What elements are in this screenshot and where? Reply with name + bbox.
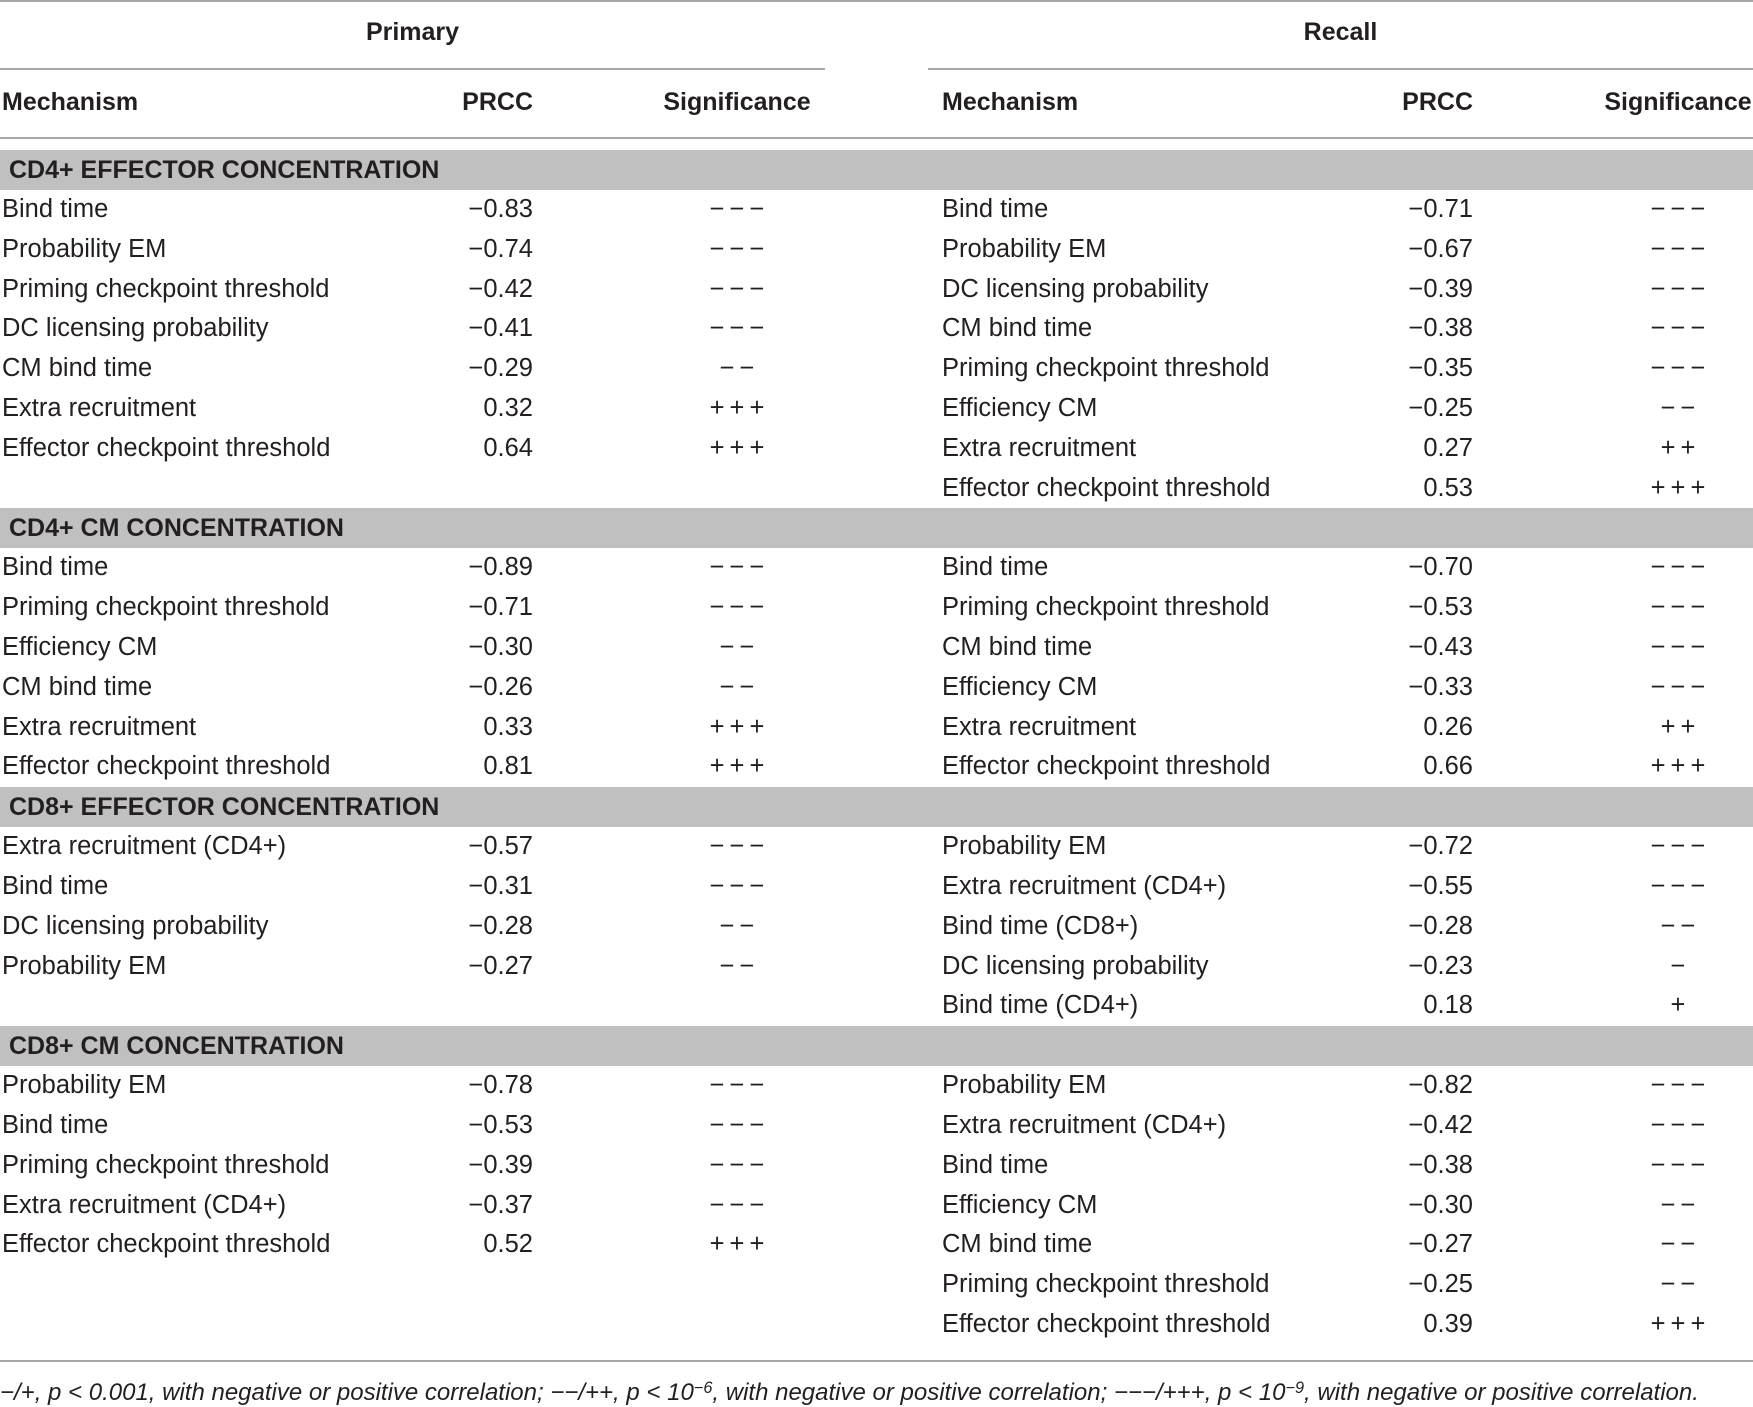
table-row (0, 1225, 1753, 1265)
table-row (0, 827, 1753, 867)
recall-mechanism-cell: Probability EM (942, 234, 1107, 263)
recall-mechanism-cell: Priming checkpoint threshold (942, 354, 1270, 383)
header-rule (0, 137, 1753, 139)
primary-significance-cell: +++ (709, 393, 770, 422)
primary-prcc-cell: −0.39 (468, 1150, 533, 1179)
primary-prcc-cell: −0.29 (468, 354, 533, 383)
recall-mechanism-cell: CM bind time (942, 632, 1093, 661)
primary-prcc-cell: −0.37 (468, 1190, 533, 1219)
table-row (0, 469, 1753, 509)
primary-significance-cell: −− (719, 632, 760, 661)
primary-prcc-cell: 0.33 (483, 712, 533, 741)
recall-prcc-cell: −0.28 (1408, 911, 1473, 940)
recall-prcc-cell: −0.39 (1408, 274, 1473, 303)
section-title: CD4+ CM CONCENTRATION (9, 514, 344, 543)
recall-mechanism-cell: Bind time (CD4+) (942, 991, 1139, 1020)
recall-mechanism-cell: Bind time (942, 195, 1049, 223)
recall-mechanism-cell: Effector checkpoint threshold (942, 473, 1271, 502)
recall-mechanism-cell: Bind time (942, 1150, 1049, 1179)
table-row (0, 349, 1753, 389)
recall-prcc-cell: −0.27 (1408, 1230, 1473, 1259)
recall-significance-cell: −− (1660, 1230, 1701, 1259)
recall-prcc-cell: −0.71 (1408, 195, 1473, 223)
section-title: CD4+ EFFECTOR CONCENTRATION (9, 156, 440, 184)
primary-significance-cell: −− (719, 672, 760, 701)
primary-column-header-significance: Significance (663, 88, 811, 116)
table-row (0, 1305, 1753, 1345)
primary-column-header-prcc: PRCC (462, 88, 533, 116)
footnote-superscript: −9 (1285, 1378, 1305, 1397)
recall-prcc-cell: 0.53 (1423, 473, 1473, 502)
recall-prcc-cell: −0.33 (1408, 672, 1473, 701)
recall-significance-cell: −−− (1650, 832, 1711, 861)
recall-prcc-cell: 0.27 (1423, 433, 1473, 462)
table-row (0, 389, 1753, 429)
recall-mechanism-cell: Effector checkpoint threshold (942, 1309, 1271, 1338)
footnote (0, 1366, 1699, 1406)
recall-significance-cell: −− (1660, 1270, 1701, 1299)
recall-prcc-cell: −0.25 (1408, 1270, 1473, 1299)
recall-prcc-cell: 0.66 (1423, 752, 1473, 781)
footnote-superscript: −6 (693, 1378, 713, 1397)
table-row (0, 628, 1753, 668)
primary-significance-cell: −−− (709, 314, 770, 343)
section-title: CD8+ EFFECTOR CONCENTRATION (9, 793, 440, 822)
recall-mechanism-cell: CM bind time (942, 314, 1093, 343)
table-row (0, 668, 1753, 708)
group-title-recall: Recall (1303, 18, 1378, 46)
primary-prcc-cell: −0.30 (468, 632, 533, 661)
recall-mechanism-cell: Extra recruitment (CD4+) (942, 871, 1227, 900)
recall-mechanism-cell: DC licensing probability (942, 274, 1209, 303)
primary-mechanism-cell: Extra recruitment (2, 712, 197, 741)
table-row (0, 270, 1753, 310)
primary-prcc-cell: −0.28 (468, 911, 533, 940)
recall-significance-cell: ++ (1660, 712, 1701, 741)
recall-prcc-cell: −0.72 (1408, 832, 1473, 861)
recall-prcc-cell: −0.53 (1408, 593, 1473, 622)
group-title-primary: Primary (365, 18, 460, 46)
primary-prcc-cell: 0.32 (483, 393, 533, 422)
section-bar (0, 508, 1753, 548)
primary-mechanism-cell: Extra recruitment (CD4+) (2, 1190, 287, 1219)
primary-prcc-cell: −0.27 (468, 951, 533, 980)
primary-prcc-cell: 0.52 (483, 1230, 533, 1259)
recall-significance-cell: − (1670, 951, 1691, 980)
primary-significance-cell: −− (719, 951, 760, 980)
footnote-text: , with negative or positive correlation; −−−/+++, p < 10 (712, 1379, 1286, 1406)
table-body (0, 150, 1753, 1345)
recall-significance-cell: −−− (1650, 354, 1711, 383)
recall-prcc-cell: −0.43 (1408, 632, 1473, 661)
primary-mechanism-cell: DC licensing probability (2, 911, 269, 940)
recall-prcc-cell: −0.38 (1408, 314, 1473, 343)
recall-significance-cell: −−− (1650, 1150, 1711, 1179)
primary-mechanism-cell: DC licensing probability (2, 314, 269, 343)
recall-prcc-cell: −0.67 (1408, 234, 1473, 263)
table-row (0, 548, 1753, 588)
recall-significance-cell: −−− (1650, 1071, 1711, 1100)
primary-significance-cell: +++ (709, 712, 770, 741)
primary-prcc-cell: −0.31 (468, 871, 533, 900)
table-row (0, 1106, 1753, 1146)
recall-mechanism-cell: Bind time (CD8+) (942, 911, 1139, 940)
recall-prcc-cell: −0.30 (1408, 1190, 1473, 1219)
primary-significance-cell: −−− (709, 593, 770, 622)
primary-prcc-cell: −0.57 (468, 832, 533, 861)
recall-significance-cell: + (1670, 991, 1691, 1020)
primary-significance-cell: −−− (709, 1190, 770, 1219)
recall-significance-cell: −−− (1650, 871, 1711, 900)
primary-prcc-cell: −0.26 (468, 672, 533, 701)
recall-significance-cell: −−− (1650, 593, 1711, 622)
primary-significance-cell: +++ (709, 1230, 770, 1259)
primary-significance-cell: −−− (709, 195, 770, 223)
table-row (0, 708, 1753, 748)
recall-prcc-cell: −0.25 (1408, 393, 1473, 422)
recall-mechanism-cell: Priming checkpoint threshold (942, 1270, 1270, 1299)
section-bar (0, 1026, 1753, 1066)
primary-mechanism-cell: Efficiency CM (2, 632, 158, 661)
primary-significance-cell: −−− (709, 1071, 770, 1100)
table-row (0, 867, 1753, 907)
primary-significance-cell: −−− (709, 1110, 770, 1139)
recall-prcc-cell: 0.18 (1423, 991, 1473, 1020)
table-row (0, 230, 1753, 270)
primary-mechanism-cell: Extra recruitment (2, 393, 197, 422)
primary-prcc-cell: −0.71 (468, 593, 533, 622)
primary-prcc-cell: −0.78 (468, 1071, 533, 1100)
primary-mechanism-cell: Bind time (2, 871, 109, 900)
section-bar (0, 150, 1753, 190)
recall-prcc-cell: −0.38 (1408, 1150, 1473, 1179)
primary-significance-cell: −−− (709, 871, 770, 900)
table-row (0, 429, 1753, 469)
table-row (0, 1265, 1753, 1305)
primary-mechanism-cell: CM bind time (2, 354, 153, 383)
primary-significance-cell: +++ (709, 752, 770, 781)
recall-significance-cell: −− (1660, 1190, 1701, 1219)
recall-mechanism-cell: DC licensing probability (942, 951, 1209, 980)
primary-mechanism-cell: Bind time (2, 195, 109, 223)
primary-mechanism-cell: CM bind time (2, 672, 153, 701)
column-header-row (0, 70, 1753, 134)
primary-mechanism-cell: Bind time (2, 553, 109, 582)
recall-mechanism-cell: Efficiency CM (942, 672, 1098, 701)
recall-significance-cell: −−− (1650, 672, 1711, 701)
recall-mechanism-cell: Bind time (942, 553, 1049, 582)
recall-significance-cell: −− (1660, 393, 1701, 422)
recall-significance-cell: −−− (1650, 234, 1711, 263)
primary-mechanism-cell: Probability EM (2, 951, 167, 980)
primary-mechanism-cell: Probability EM (2, 234, 167, 263)
table-row (0, 1066, 1753, 1106)
primary-prcc-cell: −0.89 (468, 553, 533, 582)
primary-prcc-cell: 0.81 (483, 752, 533, 781)
primary-prcc-cell: −0.83 (468, 195, 533, 223)
primary-prcc-cell: −0.74 (468, 234, 533, 263)
recall-column-header-mechanism: Mechanism (942, 88, 1079, 116)
table-row (0, 947, 1753, 987)
footnote-text: −/+, p < 0.001, with negative or positive correlation; −−/++, p < 10 (0, 1379, 694, 1406)
recall-mechanism-cell: Extra recruitment (942, 433, 1137, 462)
recall-prcc-cell: 0.39 (1423, 1309, 1473, 1338)
recall-significance-cell: +++ (1650, 752, 1711, 781)
recall-significance-cell: −−− (1650, 195, 1711, 223)
recall-mechanism-cell: Efficiency CM (942, 393, 1098, 422)
table-row (0, 588, 1753, 628)
recall-significance-cell: −−− (1650, 632, 1711, 661)
recall-significance-cell: −−− (1650, 274, 1711, 303)
recall-significance-cell: −−− (1650, 553, 1711, 582)
table-row (0, 309, 1753, 349)
table-row (0, 907, 1753, 947)
recall-prcc-cell: −0.55 (1408, 871, 1473, 900)
primary-significance-cell: −−− (709, 234, 770, 263)
primary-significance-cell: −−− (709, 832, 770, 861)
recall-mechanism-cell: Effector checkpoint threshold (942, 752, 1271, 781)
recall-prcc-cell: −0.70 (1408, 553, 1473, 582)
recall-significance-cell: −− (1660, 911, 1701, 940)
primary-mechanism-cell: Priming checkpoint threshold (2, 593, 330, 622)
recall-prcc-cell: −0.42 (1408, 1110, 1473, 1139)
primary-mechanism-cell: Effector checkpoint threshold (2, 752, 331, 781)
recall-column-header-prcc: PRCC (1402, 88, 1473, 116)
primary-significance-cell: −−− (709, 274, 770, 303)
primary-mechanism-cell: Probability EM (2, 1071, 167, 1100)
primary-mechanism-cell: Priming checkpoint threshold (2, 274, 330, 303)
recall-mechanism-cell: Probability EM (942, 832, 1107, 861)
primary-prcc-cell: −0.53 (468, 1110, 533, 1139)
primary-mechanism-cell: Effector checkpoint threshold (2, 1230, 331, 1259)
primary-mechanism-cell: Effector checkpoint threshold (2, 433, 331, 462)
recall-significance-cell: ++ (1660, 433, 1701, 462)
recall-mechanism-cell: Priming checkpoint threshold (942, 593, 1270, 622)
primary-mechanism-cell: Bind time (2, 1110, 109, 1139)
primary-significance-cell: −−− (709, 553, 770, 582)
primary-significance-cell: −−− (709, 1150, 770, 1179)
primary-column-header-mechanism: Mechanism (2, 88, 139, 116)
footnote-text: , with negative or positive correlation. (1304, 1379, 1699, 1406)
recall-significance-cell: +++ (1650, 473, 1711, 502)
primary-significance-cell: −− (719, 911, 760, 940)
primary-mechanism-cell: Extra recruitment (CD4+) (2, 832, 287, 861)
recall-significance-cell: +++ (1650, 1309, 1711, 1338)
bottom-rule (0, 1360, 1753, 1362)
primary-significance-cell: −− (719, 354, 760, 383)
table-row (0, 1146, 1753, 1186)
recall-prcc-cell: 0.26 (1423, 712, 1473, 741)
primary-significance-cell: +++ (709, 433, 770, 462)
primary-prcc-cell: −0.42 (468, 274, 533, 303)
section-bar (0, 787, 1753, 827)
recall-mechanism-cell: Extra recruitment (CD4+) (942, 1110, 1227, 1139)
recall-mechanism-cell: Efficiency CM (942, 1190, 1098, 1219)
recall-prcc-cell: −0.35 (1408, 354, 1473, 383)
table-row (0, 1186, 1753, 1226)
recall-column-header-significance: Significance (1604, 88, 1752, 116)
section-title: CD8+ CM CONCENTRATION (9, 1032, 344, 1061)
primary-prcc-cell: 0.64 (483, 433, 533, 462)
recall-mechanism-cell: CM bind time (942, 1230, 1093, 1259)
primary-mechanism-cell: Priming checkpoint threshold (2, 1150, 330, 1179)
table-row (0, 747, 1753, 787)
recall-prcc-cell: −0.82 (1408, 1071, 1473, 1100)
recall-significance-cell: −−− (1650, 314, 1711, 343)
recall-mechanism-cell: Extra recruitment (942, 712, 1137, 741)
recall-mechanism-cell: Probability EM (942, 1071, 1107, 1100)
primary-prcc-cell: −0.41 (468, 314, 533, 343)
recall-significance-cell: −−− (1650, 1110, 1711, 1139)
table-row (0, 986, 1753, 1026)
recall-prcc-cell: −0.23 (1408, 951, 1473, 980)
table-row (0, 190, 1753, 230)
